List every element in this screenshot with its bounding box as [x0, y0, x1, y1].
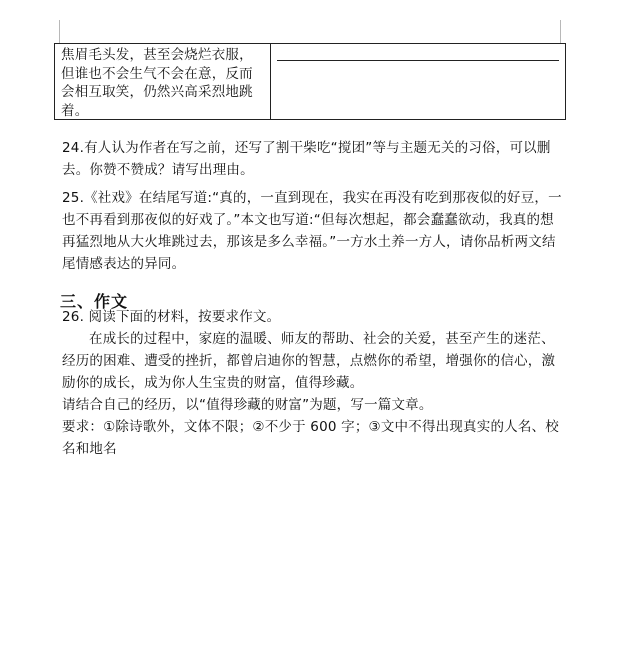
- crop-mark-left: [59, 20, 60, 44]
- crop-mark-right: [560, 20, 561, 44]
- question-26-material: 在成长的过程中，家庭的温暖、师友的帮助、社会的关爱，甚至产生的迷茫、经历的困难、遭受的挫折，都曾启迪你的智慧，点燃你的希望，增强你的信心，激励你的成长，成为你人生宝贵的财富，值得珍藏。: [62, 331, 556, 391]
- answer-line: [277, 60, 559, 61]
- question-25: 25.《社戏》在结尾写道:“真的，一直到现在，我实在再没有吃到那夜似的好豆，一也不再看到那夜似的好戏了。”本文也写道:“但每次想起，都会蠢蠢欲动，我真的想再猛烈地从大火堆跳过去，那该是多么幸福。”一方水土养一方人，请你品析两文结尾情感表达的异同。: [62, 190, 562, 272]
- question-26-requirements: 要求：①除诗歌外，文体不限；②不少于 600 字；③文中不得出现真实的人名、校名和地名: [62, 419, 559, 457]
- question-26-task: 请结合自己的经历，以“值得珍藏的财富”为题，写一篇文章。: [62, 397, 433, 413]
- question-24: 24.有人认为作者在写之前，还写了割干柴吃“搅团”等与主题无关的习俗，可以删去。你赞不赞成？请写出理由。: [62, 140, 551, 178]
- table-left-cell: 焦眉毛头发，甚至会烧烂衣服，但谁也不会生气不会在意，反而会相互取笑，仍然兴高采烈地跳着。: [55, 44, 271, 119]
- question-26-intro: 26. 阅读下面的材料，按要求作文。: [62, 309, 281, 325]
- table-right-cell: [271, 44, 565, 119]
- section-title-composition: 三、作文: [60, 292, 129, 311]
- answer-table: [54, 43, 566, 120]
